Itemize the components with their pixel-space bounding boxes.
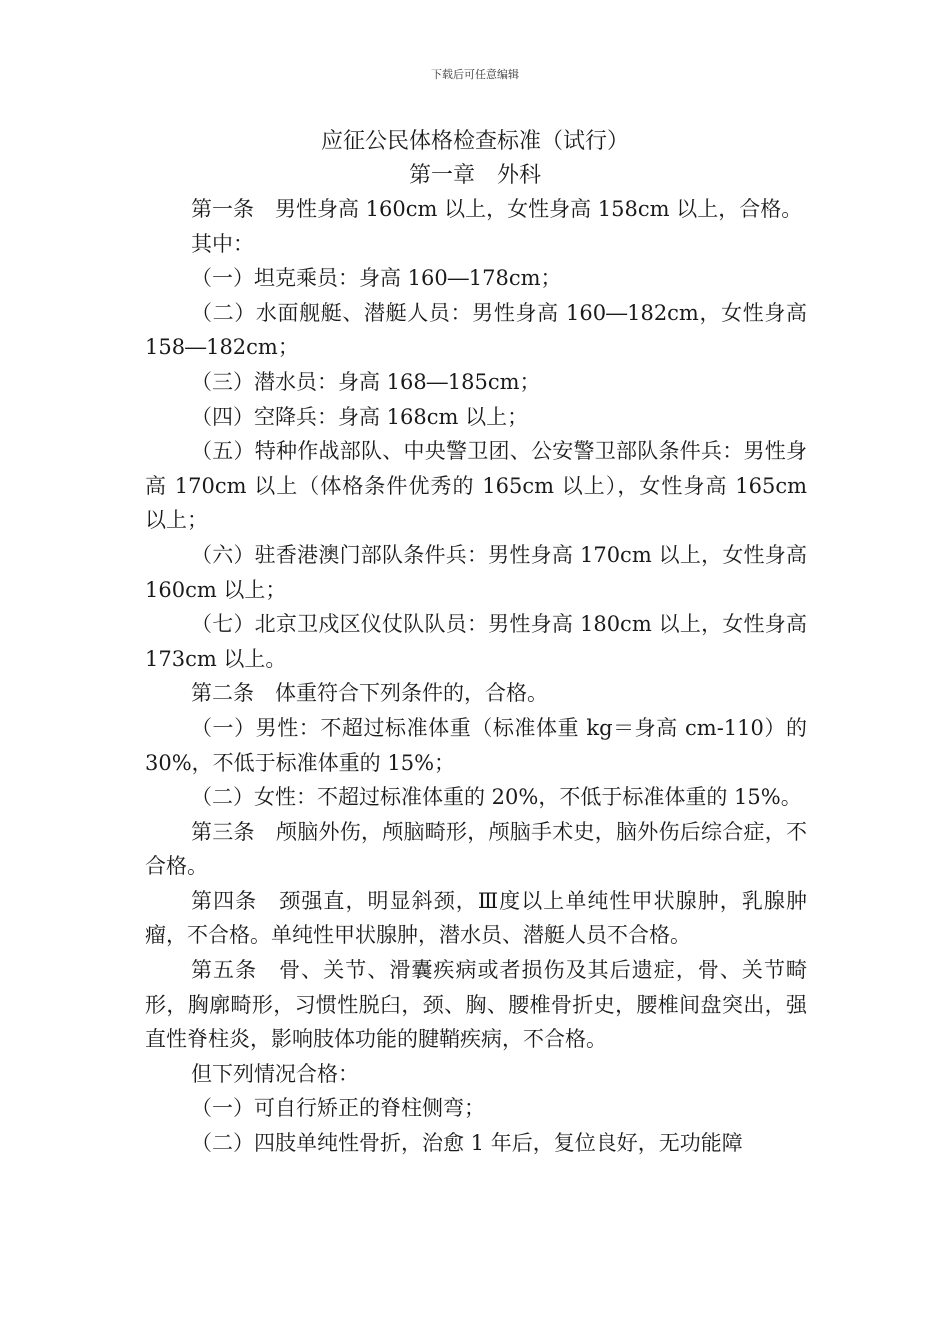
paragraph: 第五条 骨、关节、滑囊疾病或者损伤及其后遗症，骨、关节畸形，胸廓畸形，习惯性脱臼，颈、胸、腰椎骨折史，腰椎间盘突出，强直性脊柱炎，影响肢体功能的腱鞘疾病，不合格。 (145, 958, 807, 1052)
paragraph: 其中： (191, 231, 254, 256)
paragraph: 第三条 颅脑外伤，颅脑畸形，颅脑手术史，脑外伤后综合症，不合格。 (145, 819, 807, 879)
paragraph: （六）驻香港澳门部队条件兵：男性身高 170cm 以上，女性身高 160cm 以上； (145, 542, 807, 602)
paragraph: （二）四肢单纯性骨折，治愈 1 年后，复位良好，无功能障 (191, 1131, 743, 1156)
paragraph: 第一条 男性身高 160cm 以上，女性身高 158cm 以上，合格。 (191, 197, 803, 221)
paragraph: 但下列情况合格： (191, 1061, 359, 1086)
paragraph: （五）特种作战部队、中央警卫团、公安警卫部队条件兵：男性身高 170cm 以上（体格条件优秀的 165cm 以上），女性身高 165cm 以上； (145, 439, 807, 533)
page-header-note: 下载后可任意编辑 (431, 68, 519, 81)
chapter-heading: 第一章 外科 (408, 163, 541, 188)
paragraph: （三）潜水员：身高 168―185cm； (191, 369, 541, 394)
paragraph: 第二条 体重符合下列条件的，合格。 (191, 681, 548, 706)
paragraph: （一）坦克乘员：身高 160―178cm； (191, 266, 562, 291)
document-title: 应征公民体格检查标准（试行） (320, 129, 629, 154)
paragraph: 第四条 颈强直，明显斜颈，Ⅲ度以上单纯性甲状腺肿，乳腺肿瘤，不合格。单纯性甲状腺肿，潜水员、潜艇人员不合格。 (145, 888, 807, 948)
paragraph: （二）女性：不超过标准体重的 20%，不低于标准体重的 15%。 (191, 785, 802, 810)
paragraph: （二）水面舰艇、潜艇人员：男性身高 160―182cm，女性身高 158―182cm； (145, 300, 807, 360)
paragraph: （四）空降兵：身高 168cm 以上； (191, 404, 529, 429)
document-body (145, 192, 807, 1161)
paragraph: （七）北京卫戍区仪仗队队员：男性身高 180cm 以上，女性身高 173cm 以上。 (145, 612, 807, 671)
paragraph: （一）男性：不超过标准体重（标准体重 kg＝身高 cm-110）的 30%，不低于标准体重的 15%； (145, 715, 807, 775)
paragraph: （一）可自行矫正的脊柱侧弯； (191, 1096, 485, 1121)
